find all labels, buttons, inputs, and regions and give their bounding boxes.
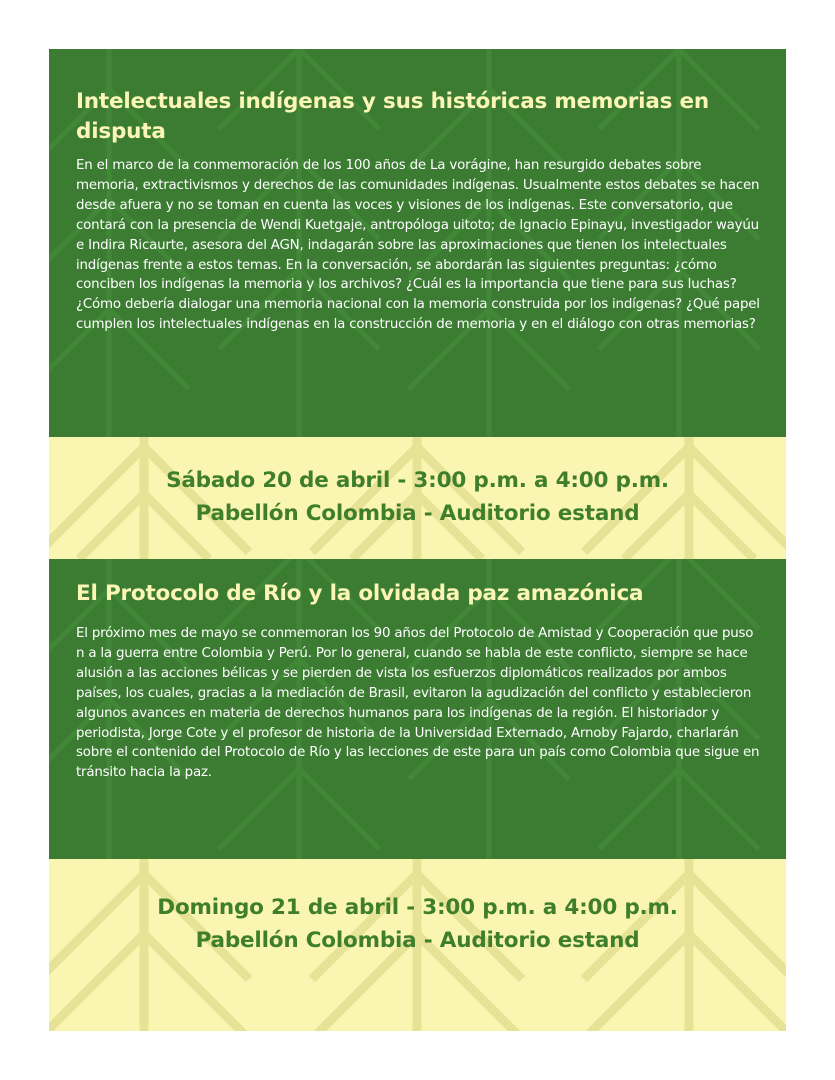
section-1-title: Intelectuales indígenas y sus históricas memorias en disputa (76, 89, 710, 144)
section-1-event-band (49, 437, 786, 559)
section-2-description: El próximo mes de mayo se conmemoran los 90 años del Protocolo de Amistad y Cooperación que puso n a la guerra entre Colombia y Perú. Por lo general, cuando se habla de este conflicto, siempre se hace alusión a las acciones bélicas y se pierden de vista los esfuerzos diplomáticos realizados por ambos países, los cuales, gracias a la mediación de Brasil, evitaron la agudización del conflicto y establecieron algunos avances en materia de derechos humanos para los indígenas de la región. El historiador y periodista, Jorge Cote y el profesor de historia de la Universidad Externado, Arnoby Fajardo, charlarán sobre el contenido del Protocolo de Río y las lecciones de este para un país como Colombia que sigue en tránsito hacia la paz. (76, 626, 760, 781)
section-1-description: En el marco de la conmemoración de los 100 años de La vorágine, han resurgido debates sobre memoria, extractivismos y derechos de las comunidades indígenas. Usualmente estos debates se hacen desde afuera y no se toman en cuenta las voces y visiones de los indígenas. Este conversatorio, que contará con la presencia de Wendi Kuetgaje, antropóloga uitoto; de Ignacio Epinayu, investigador wayúu e Indira Ricaurte, asesora del AGN, indagarán sobre las aproximaciones que tienen los intelectuales indígenas frente a estos temas. En la conversación, se abordarán las siguientes preguntas: ¿cómo conciben los indígenas la memoria y los archivos? ¿Cuál es la importancia que tiene para sus luchas? ¿Cómo debería dialogar una memoria nacional con la memoria construida por los indígenas? ¿Qué papel cumplen los intelectuales indígenas en la construcción de memoria y en el diálogo con otras memorias? (76, 158, 760, 333)
section-1-event-info (49, 464, 786, 530)
section-2-event-band (49, 859, 786, 1031)
section-1-event-date: Sábado 20 de abril - 3:00 p.m. a 4:00 p.m. (166, 468, 669, 493)
section-2-title: El Protocolo de Río y la olvidada paz amazónica (76, 581, 644, 606)
section-2-event-place: Pabellón Colombia - Auditorio estand (195, 928, 640, 953)
section-2-panel (49, 559, 786, 859)
section-1-event-place: Pabellón Colombia - Auditorio estand (195, 501, 640, 526)
section-2-event-date: Domingo 21 de abril - 3:00 p.m. a 4:00 p.m. (157, 895, 678, 920)
section-2-event-info (49, 891, 786, 957)
section-1-panel (49, 49, 786, 437)
event-poster (49, 49, 786, 1031)
